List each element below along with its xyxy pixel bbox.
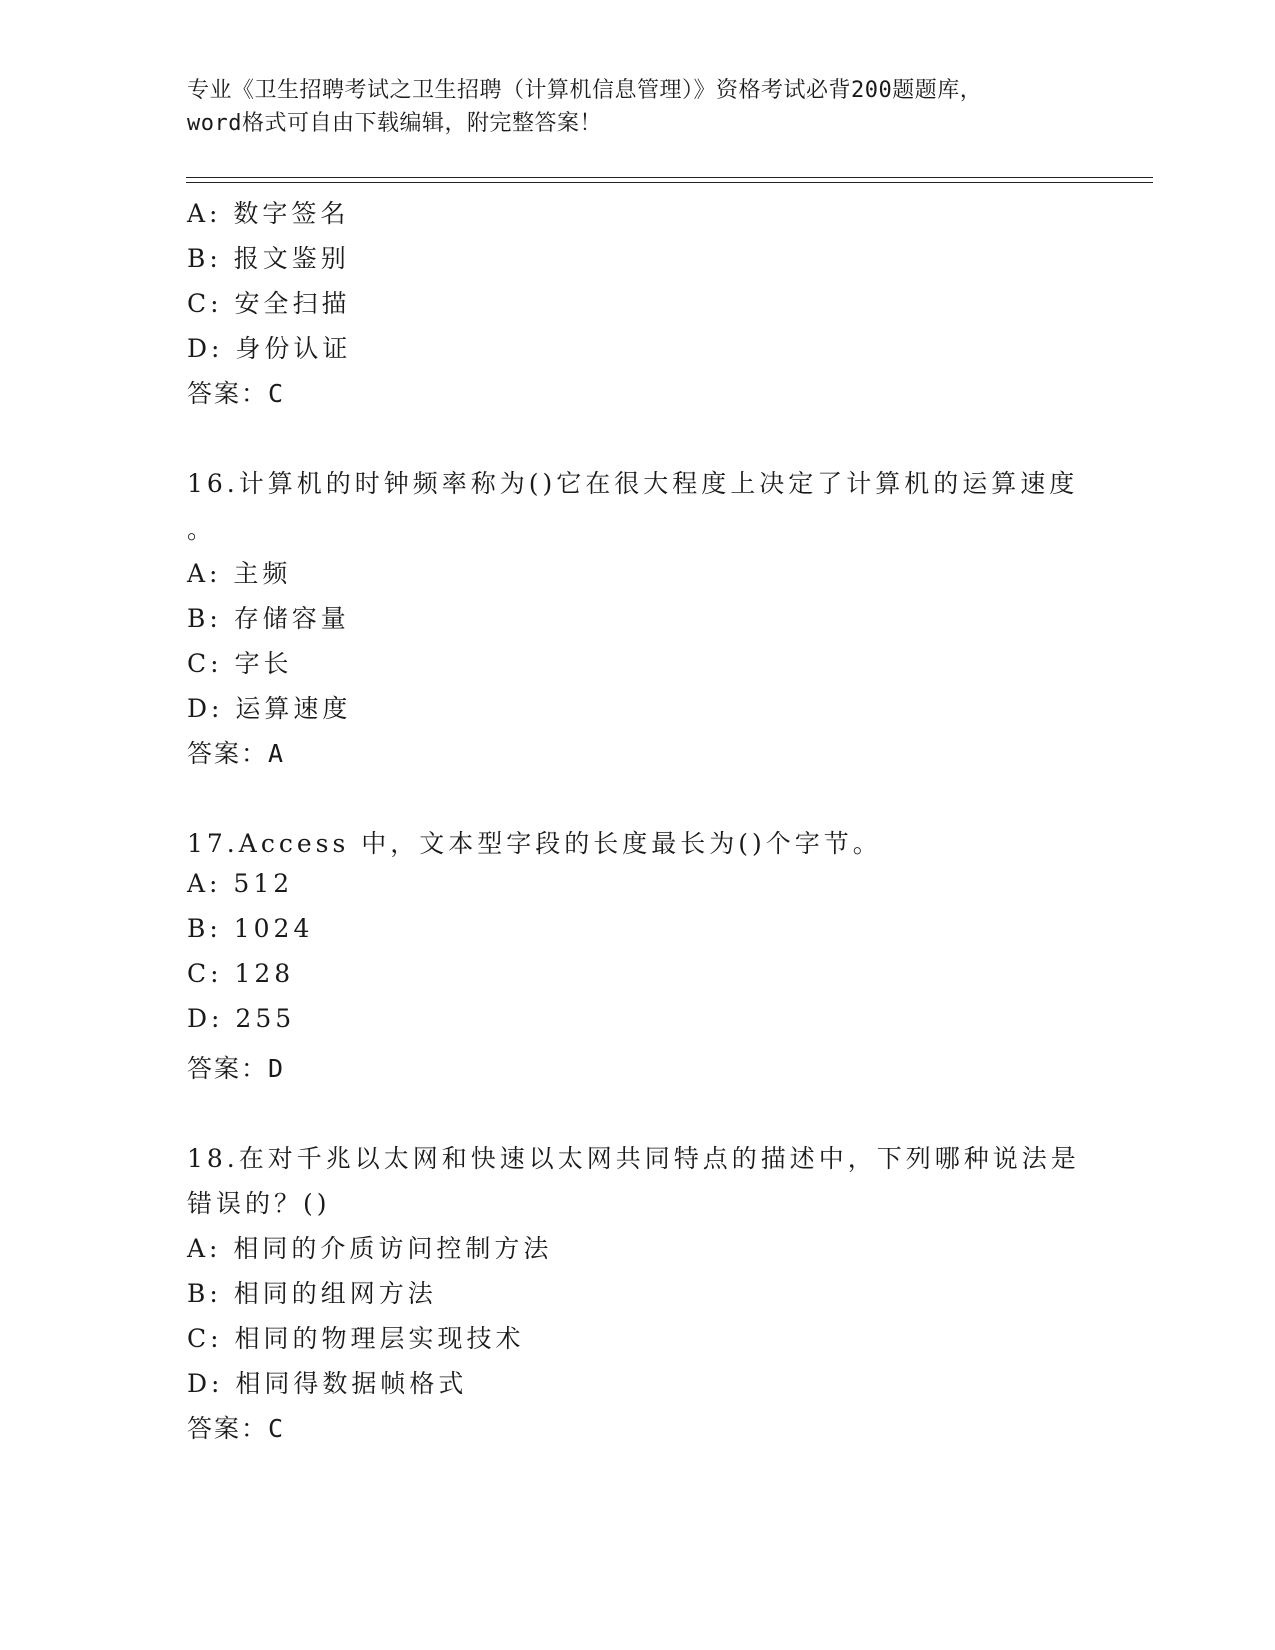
q15-option-c: C: 安全扫描 bbox=[187, 289, 351, 318]
q18-answer bbox=[187, 1409, 285, 1445]
q15-option-a: A: 数字签名 bbox=[187, 199, 350, 228]
q16-option-a: A: 主频 bbox=[187, 559, 292, 588]
document-header bbox=[187, 74, 1087, 140]
q16-question-line1: 16.计算机的时钟频率称为()它在很大程度上决定了计算机的运算速度 bbox=[187, 469, 1079, 498]
answer-value: C bbox=[268, 379, 286, 408]
q16-option-c: C: 字长 bbox=[187, 649, 293, 678]
q16-option-d: D: 运算速度 bbox=[187, 694, 352, 723]
header-rule-bottom bbox=[186, 182, 1153, 183]
q18-option-d: D: 相同得数据帧格式 bbox=[187, 1369, 468, 1398]
q16-option-b: B: 存储容量 bbox=[187, 604, 350, 633]
q15-answer bbox=[187, 374, 285, 410]
q18-option-c: C: 相同的物理层实现技术 bbox=[187, 1324, 525, 1353]
q18-question-line1: 18.在对千兆以太网和快速以太网共同特点的描述中，下列哪种说法是 bbox=[187, 1144, 1080, 1173]
q17-option-b: B: 1024 bbox=[187, 914, 314, 943]
header-rule-top bbox=[186, 177, 1153, 178]
q18-question-line2: 错误的？() bbox=[187, 1189, 331, 1218]
answer-label: 答案： bbox=[187, 379, 269, 408]
q17-option-c: C: 128 bbox=[187, 959, 295, 988]
q17-option-d: D: 255 bbox=[187, 1004, 296, 1033]
header-title-line2: word格式可自由下载编辑，附完整答案！ bbox=[187, 111, 602, 136]
answer-value: C bbox=[268, 1414, 286, 1443]
answer-value: A bbox=[268, 739, 286, 768]
q18-option-a: A: 相同的介质访问控制方法 bbox=[187, 1234, 553, 1263]
q15-option-d: D: 身份认证 bbox=[187, 334, 352, 363]
q18-option-b: B: 相同的组网方法 bbox=[187, 1279, 437, 1308]
answer-label: 答案： bbox=[187, 1414, 269, 1443]
q17-question: 17.Access 中，文本型字段的长度最长为()个字节。 bbox=[187, 829, 882, 858]
answer-value: D bbox=[268, 1054, 286, 1083]
answer-label: 答案： bbox=[187, 1054, 269, 1083]
answer-label: 答案： bbox=[187, 739, 269, 768]
q15-option-b: B: 报文鉴别 bbox=[187, 244, 350, 273]
q17-option-a: A: 512 bbox=[187, 869, 294, 898]
q16-question-line2: 。 bbox=[187, 515, 217, 544]
q16-answer bbox=[187, 734, 285, 770]
header-title-line1: 专业《卫生招聘考试之卫生招聘（计算机信息管理）》资格考试必背200题题库， bbox=[187, 78, 983, 103]
q17-answer bbox=[187, 1049, 285, 1085]
